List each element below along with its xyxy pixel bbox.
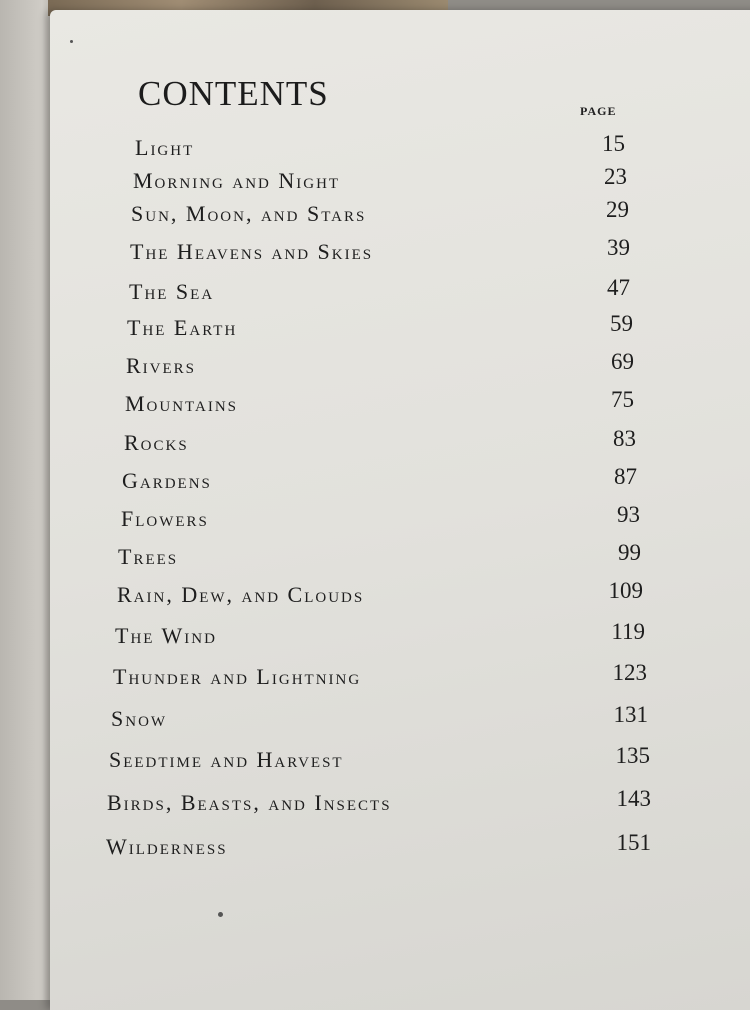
page-number: 151 bbox=[616, 830, 651, 855]
chapter-title: Birds, Beasts, and Insects bbox=[107, 790, 392, 815]
toc-entry bbox=[0, 197, 750, 231]
page-number: 99 bbox=[618, 540, 641, 565]
toc-entry bbox=[0, 349, 750, 383]
chapter-title: Thunder and Lightning bbox=[113, 664, 362, 689]
paper-speck bbox=[218, 912, 223, 917]
toc-entry bbox=[0, 464, 750, 498]
page-number: 39 bbox=[607, 235, 630, 260]
toc-entry bbox=[0, 235, 750, 269]
toc-entry bbox=[0, 702, 750, 736]
toc-entry bbox=[0, 502, 750, 536]
page-number: 29 bbox=[606, 197, 629, 222]
toc-entry bbox=[0, 131, 750, 165]
page-number: 131 bbox=[613, 702, 648, 727]
chapter-title: Morning and Night bbox=[133, 168, 341, 193]
toc-entry bbox=[0, 540, 750, 574]
toc-entry bbox=[0, 275, 750, 309]
page-number: 143 bbox=[616, 786, 651, 811]
toc-entry bbox=[0, 830, 750, 864]
chapter-title: The Heavens and Skies bbox=[130, 239, 374, 264]
chapter-title: Mountains bbox=[125, 391, 239, 416]
page-number: 15 bbox=[602, 131, 625, 156]
toc-entry bbox=[0, 578, 750, 612]
page-number: 109 bbox=[608, 578, 643, 603]
toc-entry bbox=[0, 619, 750, 653]
chapter-title: Rivers bbox=[126, 353, 197, 378]
chapter-title: Rain, Dew, and Clouds bbox=[117, 582, 365, 607]
page-number: 87 bbox=[614, 464, 637, 489]
page-number: 75 bbox=[611, 387, 634, 412]
toc-entry bbox=[0, 387, 750, 421]
chapter-title: Seedtime and Harvest bbox=[109, 747, 344, 772]
chapter-title: Light bbox=[135, 135, 195, 160]
contents-title: CONTENTS bbox=[138, 74, 329, 113]
paper-speck bbox=[70, 40, 73, 43]
toc-entry bbox=[0, 660, 750, 694]
page-number: 23 bbox=[604, 164, 627, 189]
page-number: 93 bbox=[617, 502, 640, 527]
chapter-title: Wilderness bbox=[106, 834, 228, 859]
page-number: 135 bbox=[615, 743, 650, 768]
page-number: 119 bbox=[611, 619, 645, 644]
toc-entry bbox=[0, 743, 750, 777]
page-number: 123 bbox=[612, 660, 647, 685]
chapter-title: Gardens bbox=[122, 468, 212, 493]
toc-entry bbox=[0, 426, 750, 460]
chapter-title: Rocks bbox=[124, 430, 189, 455]
page-number: 59 bbox=[610, 311, 633, 336]
toc-entry bbox=[0, 164, 750, 198]
chapter-title: The Wind bbox=[115, 623, 217, 648]
toc-entry bbox=[0, 311, 750, 345]
chapter-title: Sun, Moon, and Stars bbox=[131, 201, 367, 226]
chapter-title: The Sea bbox=[129, 279, 215, 304]
page-number: 69 bbox=[611, 349, 634, 374]
chapter-title: Trees bbox=[118, 544, 179, 569]
chapter-title: Snow bbox=[111, 706, 168, 731]
chapter-title: Flowers bbox=[121, 506, 209, 531]
page-column-label: PAGE bbox=[580, 104, 617, 118]
chapter-title: The Earth bbox=[127, 315, 238, 340]
page-number: 83 bbox=[613, 426, 636, 451]
toc-entry bbox=[0, 786, 750, 820]
page-number: 47 bbox=[607, 275, 630, 300]
